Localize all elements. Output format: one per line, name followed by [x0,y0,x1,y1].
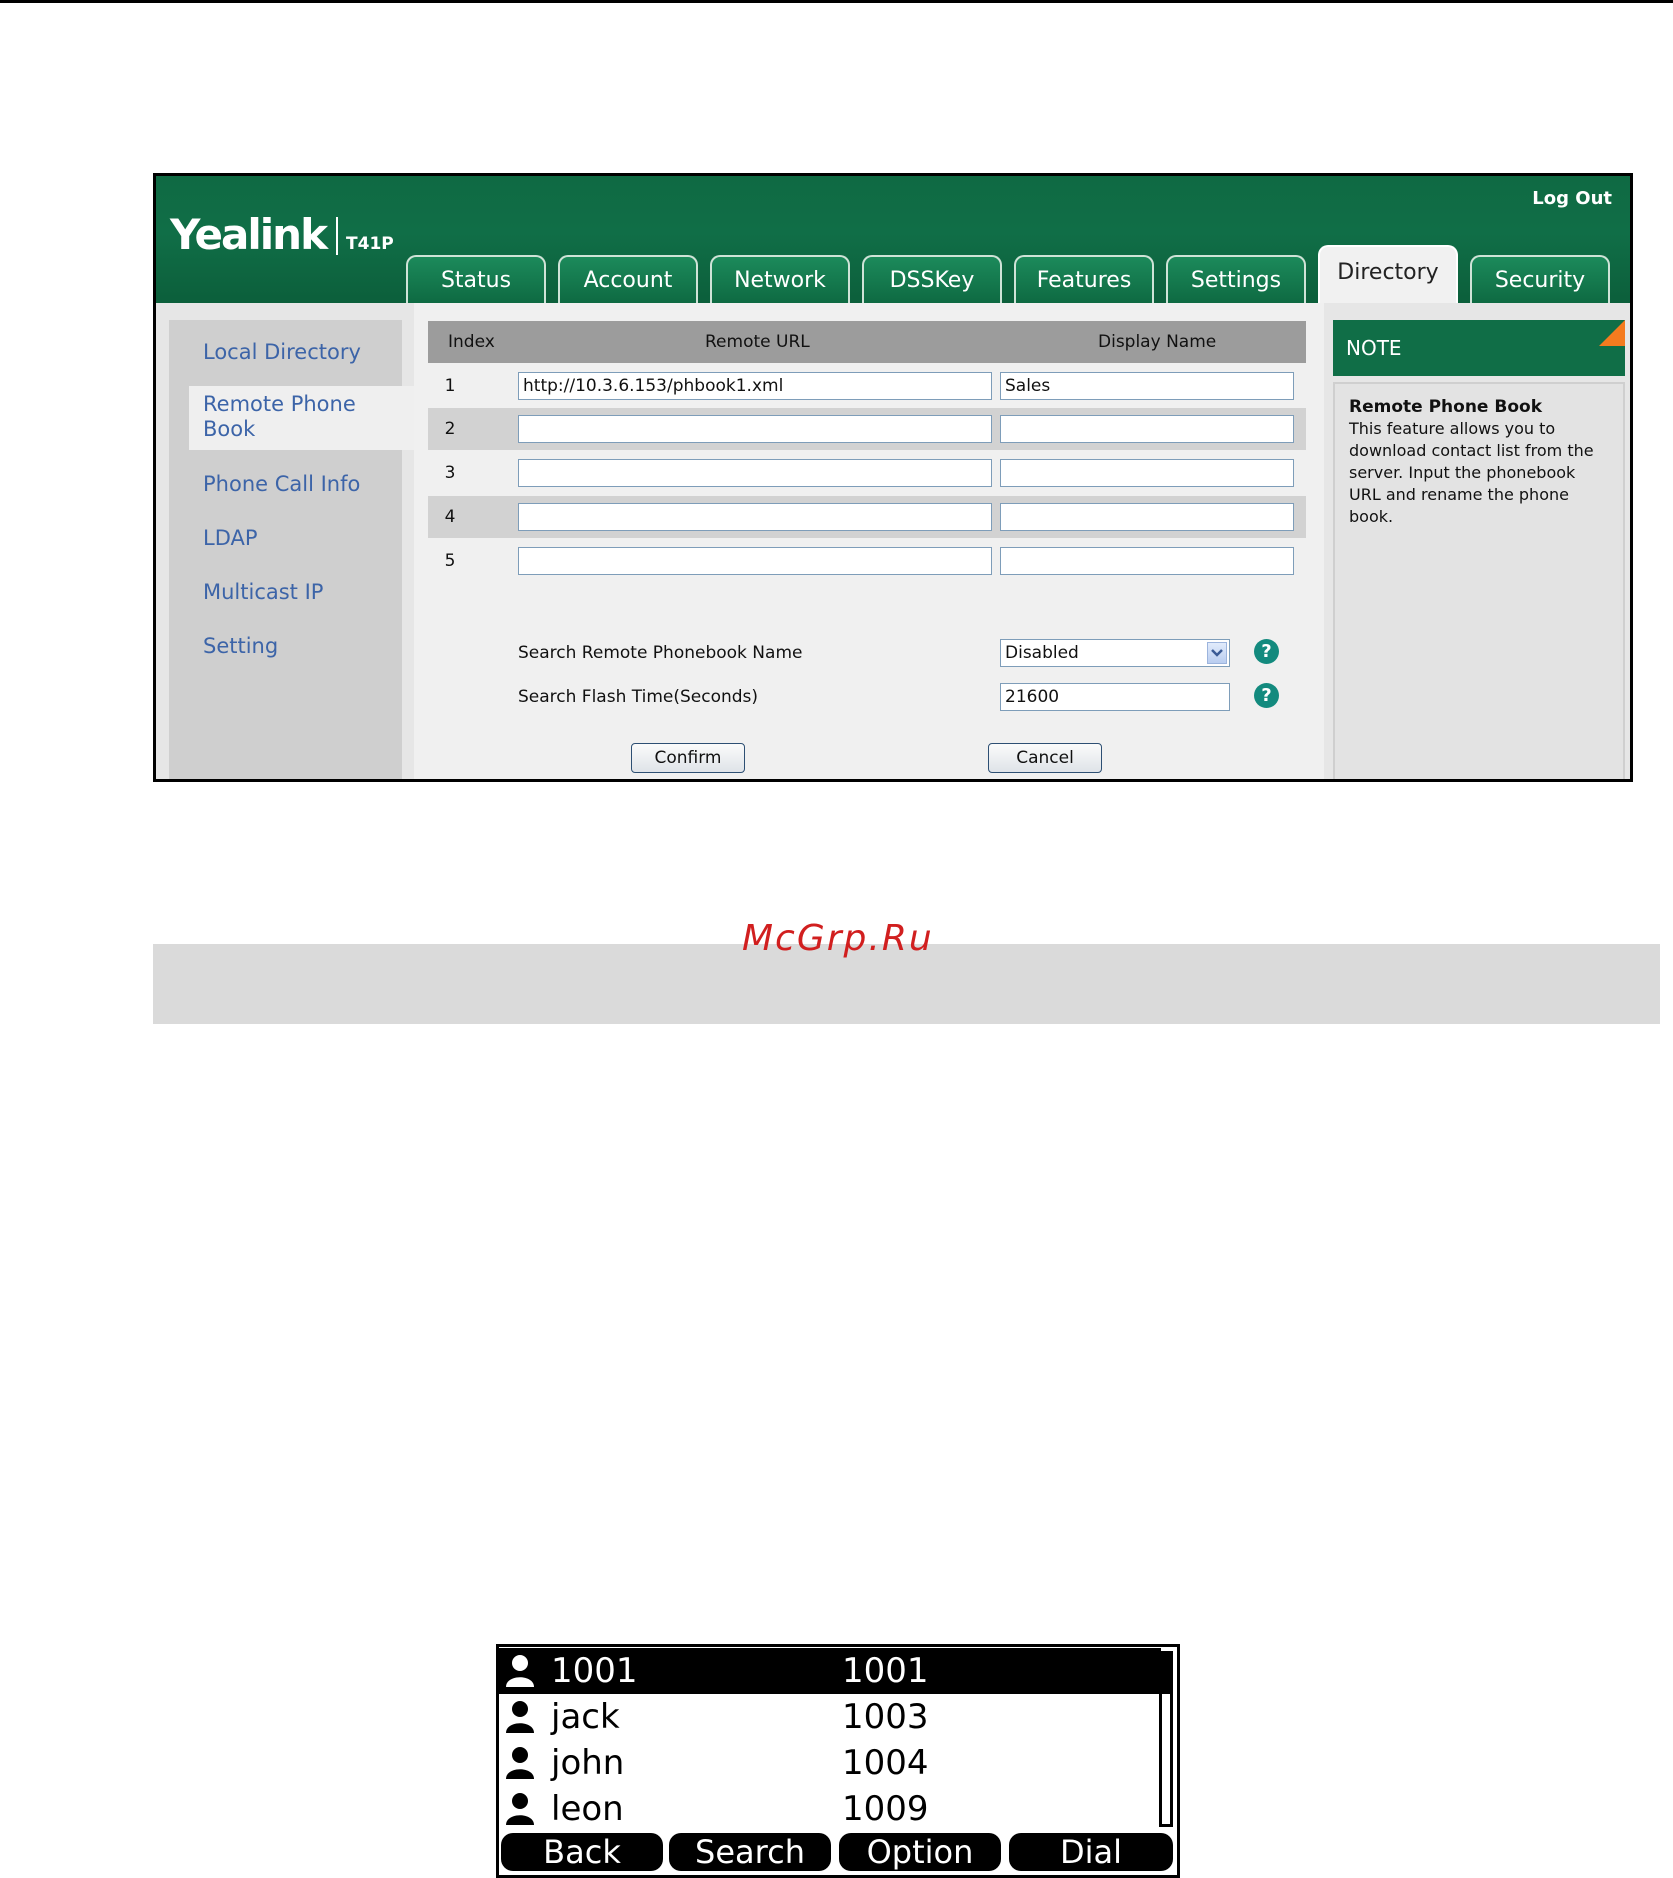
search-name-select[interactable] [1000,639,1230,667]
web-ui-screenshot [153,173,1633,782]
chevron-down-icon[interactable] [1207,642,1227,664]
tab-account[interactable]: Account [558,255,698,303]
row-index: 5 [444,551,456,571]
tab-dsskey[interactable]: DSSKey [862,255,1002,303]
contact-name: jack [551,1697,620,1737]
dial-softkey[interactable]: Dial [1009,1833,1173,1871]
remote-url-input[interactable] [518,503,992,531]
table-header [428,321,1306,363]
sidebar-item-ldap[interactable]: LDAP [203,526,258,550]
tab-features[interactable]: Features [1014,255,1154,303]
sidebar-item-setting[interactable]: Setting [203,634,279,658]
row-index: 4 [444,507,456,527]
contact-row[interactable] [499,1648,1161,1694]
tab-status[interactable]: Status [406,255,546,303]
note-panel [1333,320,1628,782]
contact-name: leon [551,1789,624,1829]
remote-url-input[interactable]: http://10.3.6.153/phbook1.xml [518,372,992,400]
remote-url-input[interactable] [518,415,992,443]
contact-row[interactable] [499,1786,1161,1832]
help-icon[interactable]: ? [1254,683,1279,708]
tab-network[interactable]: Network [710,255,850,303]
contact-name: 1001 [551,1651,638,1691]
row-index: 2 [444,419,456,439]
sidebar-item-phone-call-info[interactable]: Phone Call Info [203,472,361,496]
note-text: This feature allows you to download contact list from the server. Input the phonebook URL and rename the phone book. [1349,419,1594,526]
search-softkey[interactable]: Search [669,1833,831,1871]
flash-time-input[interactable]: 21600 [1000,683,1230,711]
cancel-button[interactable]: Cancel [988,743,1102,773]
contact-row[interactable] [499,1740,1161,1786]
tab-security[interactable]: Security [1470,255,1610,303]
back-softkey[interactable]: Back [501,1833,663,1871]
row-index: 1 [444,376,456,396]
help-icon[interactable]: ? [1254,639,1279,664]
contact-icon [505,1700,535,1734]
logo [170,210,394,259]
sidebar [169,320,402,782]
row-index: 3 [444,463,456,483]
tab-directory[interactable]: Directory [1318,245,1458,303]
display-name-input[interactable] [1000,547,1294,575]
phone-lcd [496,1644,1180,1878]
logo-separator [336,217,338,255]
contact-number: 1009 [842,1789,929,1829]
search-name-label: Search Remote Phonebook Name [518,643,803,663]
display-name-input[interactable] [1000,459,1294,487]
contact-row[interactable] [499,1694,1161,1740]
remote-url-input[interactable] [518,547,992,575]
contact-number: 1004 [842,1743,929,1783]
option-softkey[interactable]: Option [839,1833,1001,1871]
header-index: Index [448,332,495,352]
note-title: Remote Phone Book [1349,397,1543,417]
display-name-input[interactable] [1000,415,1294,443]
confirm-button[interactable]: Confirm [631,743,745,773]
brand-name: Yealink [170,210,327,259]
remote-url-input[interactable] [518,459,992,487]
flash-time-label: Search Flash Time(Seconds) [518,687,759,707]
contact-icon [505,1746,535,1780]
scrollbar[interactable] [1159,1651,1173,1827]
contact-name: john [551,1743,625,1783]
scrollbar-thumb[interactable] [1162,1654,1170,1694]
contact-number: 1003 [842,1697,929,1737]
contact-number: 1001 [842,1651,929,1691]
logout-link[interactable]: Log Out [1532,188,1612,209]
note-body [1333,382,1625,782]
tab-settings[interactable]: Settings [1166,255,1306,303]
sidebar-item-multicast-ip[interactable]: Multicast IP [203,580,324,604]
contact-icon [505,1654,535,1688]
header-bar [156,176,1630,303]
header-remote-url: Remote URL [705,332,810,352]
header-display-name: Display Name [1098,332,1217,352]
display-name-input[interactable] [1000,503,1294,531]
display-name-input[interactable]: Sales [1000,372,1294,400]
sidebar-item-local-directory[interactable]: Local Directory [203,340,361,364]
watermark: McGrp.Ru [742,918,934,959]
page-top-rule [0,0,1673,3]
softkey-bar [499,1831,1177,1875]
model-name: T41P [346,234,394,254]
contact-icon [505,1792,535,1826]
note-heading: NOTE [1333,320,1625,376]
search-name-value: Disabled [1005,643,1079,663]
remote-phonebook-form [414,303,1324,782]
sidebar-item-remote-phone-book[interactable]: Remote Phone Book [203,392,356,441]
note-corner-decoration [1599,320,1625,346]
